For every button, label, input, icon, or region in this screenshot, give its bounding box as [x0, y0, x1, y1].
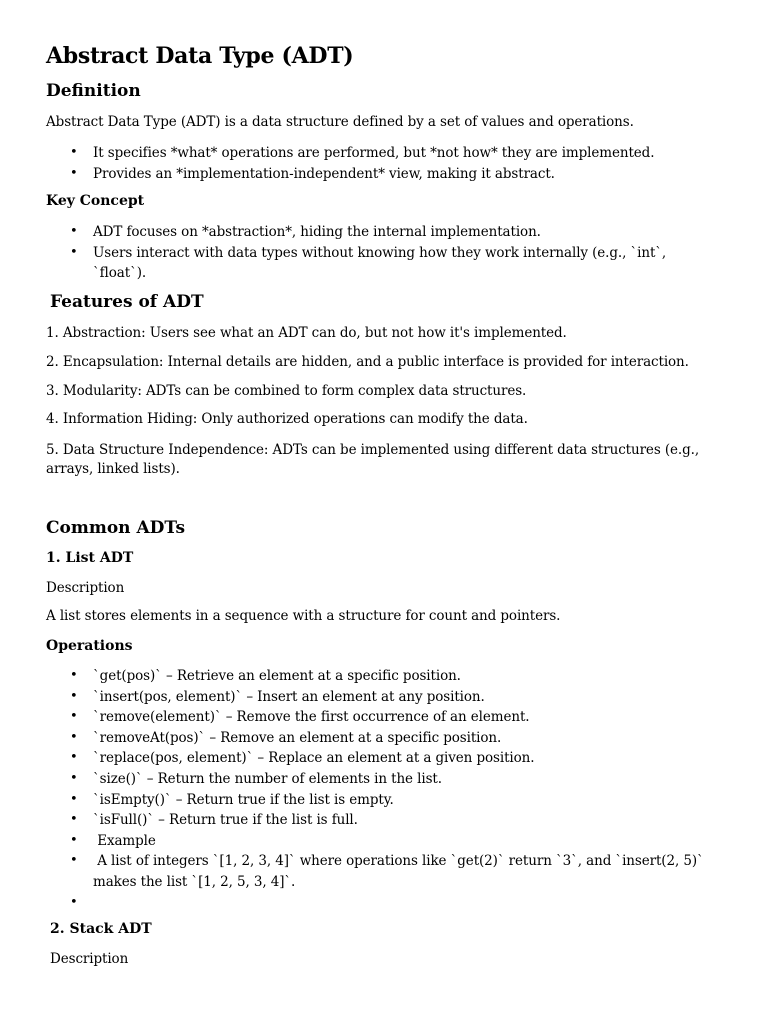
list-item: • A list of integers `[1, 2, 3, 4]` where operations like `get(2)` return `3`, and `insert(2, 5)` makes the list `[1, 2, 5, 3, 4]`. [46, 851, 723, 892]
list-item: • `remove(element)` – Remove the first occurrence of an element. [46, 707, 723, 728]
feature-item: 3. Modularity: ADTs can be combined to form complex data structures. [46, 383, 527, 399]
list-item: • It specifies *what* operations are performed, but *not how* they are implemented. [46, 143, 654, 164]
key-concept-bullet-list [46, 222, 683, 284]
list-adt-operations-heading: Operations [46, 638, 133, 654]
common-adts-heading: Common ADTs [46, 518, 186, 538]
feature-item: 5. Data Structure Independence: ADTs can be implemented using different data structures (e.g., arrays, linked lists). [46, 442, 700, 477]
features-heading: Features of ADT [50, 292, 204, 312]
list-item [46, 893, 723, 914]
list-item: • Provides an *implementation-independent* view, making it abstract. [46, 164, 654, 185]
list-adt-heading: 1. List ADT [46, 550, 134, 566]
feature-item: 4. Information Hiding: Only authorized operations can modify the data. [46, 411, 528, 427]
feature-item: 2. Encapsulation: Internal details are hidden, and a public interface is provided for interaction. [46, 354, 689, 370]
list-item: • ADT focuses on *abstraction*, hiding the internal implementation. [46, 222, 683, 243]
list-item: • `get(pos)` – Retrieve an element at a specific position. [46, 666, 723, 687]
list-item: • `isFull()` – Return true if the list is full. [46, 810, 723, 831]
list-item: • `insert(pos, element)` – Insert an element at any position. [46, 687, 723, 708]
stack-adt-description-label: Description [50, 951, 129, 967]
list-item: • `size()` – Return the number of elements in the list. [46, 769, 723, 790]
definition-heading: Definition [46, 81, 141, 101]
list-adt-description: A list stores elements in a sequence with a structure for count and pointers. [46, 608, 561, 624]
list-adt-operations-list [46, 666, 723, 913]
list-item: • Example [46, 831, 723, 852]
list-item: • `replace(pos, element)` – Replace an element at a given position. [46, 748, 723, 769]
list-adt-description-label: Description [46, 580, 125, 596]
stack-adt-heading: 2. Stack ADT [50, 921, 152, 937]
list-item: • Users interact with data types without knowing how they work internally (e.g., `int`, `float`). [46, 243, 683, 284]
definition-text: Abstract Data Type (ADT) is a data structure defined by a set of values and operations. [46, 114, 634, 130]
key-concept-heading: Key Concept [46, 193, 145, 209]
list-item: • `isEmpty()` – Return true if the list is empty. [46, 790, 723, 811]
definition-bullet-list [46, 143, 654, 184]
feature-item: 1. Abstraction: Users see what an ADT can do, but not how it's implemented. [46, 325, 567, 341]
list-item: • `removeAt(pos)` – Remove an element at a specific position. [46, 728, 723, 749]
page-title: Abstract Data Type (ADT) [46, 43, 354, 69]
